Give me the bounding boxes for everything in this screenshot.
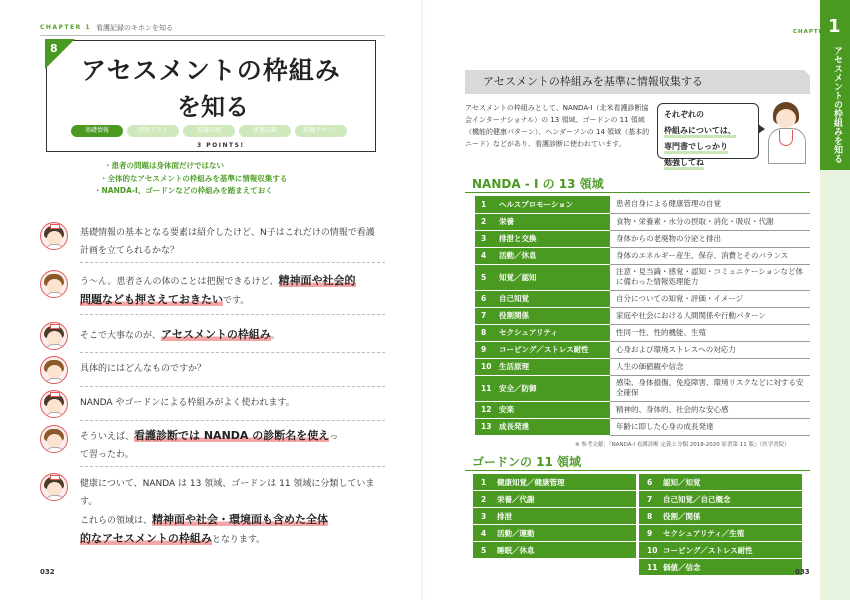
nanda-row — [475, 213, 810, 230]
nanda-description: 患者自身による健康管理の自覚 — [610, 196, 810, 213]
gordon-heading: ゴードンの 11 領域 — [472, 455, 582, 469]
nanda-number: 13 — [475, 418, 495, 435]
page-title-line1: アセスメントの枠組み — [81, 56, 341, 85]
nanda-domain: 知覚／認知 — [495, 264, 610, 290]
gordon-domain: 価値／信念 — [663, 562, 701, 572]
tab-progress-record: 経過記録 — [239, 125, 291, 137]
nanda-description: 身体からの老廃物の分泌と排出 — [610, 230, 810, 247]
dialog-text: そういえば、 — [80, 432, 135, 442]
nanda-number: 2 — [475, 213, 495, 230]
dialog-text: これらの領域は、 — [80, 516, 153, 526]
gordon-number: 3 — [481, 511, 487, 521]
teacher-avatar-icon — [40, 473, 68, 501]
nanda-number: 7 — [475, 307, 495, 324]
dialog-emphasis: 精神面や社会・環境面も含めた全体 — [152, 513, 329, 526]
nanda-number: 6 — [475, 290, 495, 307]
nanda-description: 身体のエネルギー産生、保存、消費とそのバランス — [610, 247, 810, 264]
gordon-item — [473, 525, 636, 542]
nanda-row — [475, 358, 810, 375]
nanda-domain: 栄養 — [495, 213, 610, 230]
nanda-domain: 活動／休息 — [495, 247, 610, 264]
dialog-text: っ — [329, 432, 339, 442]
bubble-line: 勉強してね — [664, 158, 704, 170]
gordon-number: 2 — [481, 494, 487, 504]
gordon-domain: 役割／関係 — [663, 511, 701, 521]
gordon-number: 11 — [647, 562, 658, 572]
gordon-number: 7 — [647, 494, 653, 504]
divider — [80, 314, 385, 315]
gordon-domain: コーピング／ストレス耐性 — [663, 545, 753, 555]
chapter-label: CHAPTER 1 — [40, 24, 92, 31]
gordon-item — [473, 474, 636, 491]
dialog-teacher-2 — [40, 322, 386, 352]
nanda-domain: 自己知覚 — [495, 290, 610, 307]
tab-summary: 看護サマリー — [295, 125, 347, 137]
dialog-text: です。 — [223, 296, 250, 306]
page-number-right: 033 — [795, 568, 810, 576]
gordon-heading-rule — [465, 470, 810, 471]
gordon-number: 5 — [481, 545, 487, 555]
student-avatar-icon — [40, 270, 68, 298]
dialog-text: 。 — [270, 331, 280, 341]
dialog-teacher-4 — [40, 473, 386, 545]
gordon-number: 6 — [647, 477, 653, 487]
page-title-line2: を知る — [177, 93, 249, 121]
record-type-tabs — [71, 125, 347, 137]
gordon-domain: 栄養／代謝 — [497, 494, 535, 504]
dialog-line: て習ったわ。 — [80, 450, 134, 460]
section-heading-corner — [804, 70, 816, 82]
divider — [80, 386, 385, 387]
dialog-line: 計画を立てられるかな？ — [80, 246, 180, 256]
nanda-domain: 役割関係 — [495, 307, 610, 324]
nanda-row — [475, 307, 810, 324]
gordon-item — [639, 542, 802, 559]
nanda-row — [475, 290, 810, 307]
dialog-teacher-3 — [40, 390, 386, 420]
page-number-left: 032 — [40, 568, 55, 576]
nanda-domain: コーピング／ストレス耐性 — [495, 341, 610, 358]
dialog-line: 基礎情報の基本となる要素は紹介したけど、N子はこれだけの情報で看護 — [80, 228, 375, 238]
bubble-line: それぞれの — [664, 110, 704, 119]
chapter-tab-text: アセスメントの枠組みを知る — [832, 46, 842, 163]
divider — [80, 352, 385, 353]
dialog-text: う〜ん。患者さんの体のことは把握できるけど、 — [80, 277, 279, 287]
nanda-row — [475, 196, 810, 213]
bubble-line: 枠組みについては、 — [664, 126, 736, 138]
nanda-description: 感染、身体損傷、免疫障害、環境リスクなどに対する安全確保 — [610, 375, 810, 401]
section-number: 8 — [50, 42, 58, 55]
teacher-avatar-icon — [40, 390, 68, 418]
gordon-number: 9 — [647, 528, 653, 538]
dialog-emphasis: 問題なども押さえておきたい — [80, 293, 223, 306]
gordon-column-left — [473, 474, 636, 559]
nanda-number: 5 — [475, 264, 495, 290]
dialog-emphasis: 精神面や社会的 — [278, 274, 356, 287]
gordon-domain: 睡眠／休息 — [497, 545, 535, 555]
nanda-number: 8 — [475, 324, 495, 341]
nanda-heading: NANDA - I の 13 領域 — [472, 177, 604, 191]
teacher-avatar-icon — [40, 322, 68, 350]
nanda-domain: セクシュアリティ — [495, 324, 610, 341]
nanda-row — [475, 375, 810, 401]
dialog-student-2 — [40, 356, 386, 386]
gordon-domain: 排泄 — [497, 511, 512, 521]
nanda-description: 年齢に即した心身の成長発達 — [610, 418, 810, 435]
tab-problem-list: 問題リスト — [127, 125, 179, 137]
nanda-domain: 成長発達 — [495, 418, 610, 435]
gordon-domain: セクシュアリティ／生殖 — [663, 528, 745, 538]
bubble-line: 専門書でしっかり — [664, 142, 728, 154]
nanda-row — [475, 230, 810, 247]
nanda-number: 1 — [475, 196, 495, 213]
dialog-teacher-1 — [40, 222, 386, 262]
points-label: 3 POINTS! — [197, 142, 245, 149]
dialog-student-1 — [40, 270, 386, 314]
nanda-domain: ヘルスプロモーション — [495, 196, 610, 213]
tab-basic-info: 基礎情報 — [71, 125, 123, 137]
gordon-item — [639, 474, 802, 491]
dialog-emphasis: アセスメントの枠組み — [161, 328, 271, 341]
key-point: ・ 全体的なアセスメントの枠組みを基準に情報収集する — [100, 173, 287, 186]
divider — [80, 420, 385, 421]
right-page — [425, 0, 850, 600]
nanda-number: 11 — [475, 375, 495, 401]
key-points — [101, 160, 288, 198]
gordon-item — [473, 542, 636, 559]
nanda-domain: 安全／防御 — [495, 375, 610, 401]
dialog-line: 具体的にはどんなものですか？ — [80, 364, 207, 374]
gordon-item — [473, 508, 636, 525]
nanda-table — [475, 196, 810, 436]
gordon-column-right — [639, 474, 802, 576]
reference-note: ※ 参考文献：『NANDA-I 看護診断 定義と分類 2018-2020 原書第 11 版』（医学書院） — [575, 442, 790, 448]
gordon-number: 4 — [481, 528, 487, 538]
nanda-heading-rule — [465, 192, 810, 193]
divider — [80, 262, 385, 263]
gordon-item — [639, 508, 802, 525]
dialog-line: 健康について、NANDA は 13 領域、ゴードンは 11 領域に分類しています。 — [80, 479, 375, 507]
gordon-number: 1 — [481, 477, 487, 487]
gordon-number: 10 — [647, 545, 658, 555]
intro-paragraph: アセスメントの枠組みとして、NANDA-I（北米看護診断協会インターナショナル）の 13 領域、ゴードンの 11 領域（機能的健康パターン）、ヘンダーソンの 14 領域（基本的ニード）などがあり、看護診断に使われています。 — [465, 104, 650, 148]
dialog-text: そこで大事なのが、 — [80, 331, 162, 341]
gordon-item — [639, 491, 802, 508]
nanda-domain: 安楽 — [495, 401, 610, 418]
gordon-item — [639, 559, 802, 576]
header-rule — [40, 35, 385, 36]
dialog-line: NANDA やゴードンによる枠組みがよく使われます。 — [80, 398, 295, 408]
dialog-text: となります。 — [211, 535, 266, 545]
section-heading: アセスメントの枠組みを基準に情報収集する — [465, 70, 810, 94]
chapter-title: 看護記録のキホンを知る — [96, 24, 173, 32]
nanda-description: 家庭や社会における人間関係や行動パターン — [610, 307, 810, 324]
chapter-tab-label: CHAPTER — [793, 29, 829, 35]
nanda-number: 3 — [475, 230, 495, 247]
key-point: ・ 患者の問題は身体面だけではない — [104, 160, 287, 173]
nanda-description: 自分についての知覚・評価・イメージ — [610, 290, 810, 307]
dialog-student-3 — [40, 425, 386, 465]
gordon-domain: 認知／知覚 — [663, 477, 701, 487]
gordon-domain: 活動／運動 — [497, 528, 535, 538]
nurse-illustration-icon — [765, 100, 809, 164]
dialog-emphasis: 看護診断では NANDA の診断名を使え — [134, 429, 330, 442]
gordon-domain: 自己知覚／自己概念 — [663, 494, 731, 504]
nanda-row — [475, 264, 810, 290]
nanda-row — [475, 324, 810, 341]
nanda-number: 4 — [475, 247, 495, 264]
gordon-number: 8 — [647, 511, 653, 521]
nanda-row — [475, 341, 810, 358]
nanda-number: 10 — [475, 358, 495, 375]
gordon-domain: 健康知覚／健康管理 — [497, 477, 565, 487]
nanda-description: 注意・見当識・感覚・認知・コミュニケーションなど体に備わった情報処理能力 — [610, 264, 810, 290]
gordon-item — [639, 525, 802, 542]
nanda-description: 精神的、身体的、社会的な安心感 — [610, 401, 810, 418]
nanda-description: 性同一性、性的機能、生殖 — [610, 324, 810, 341]
nanda-domain: 排泄と交換 — [495, 230, 610, 247]
key-point: ・ NANDA-I、ゴードンなどの枠組みを踏まえておく — [94, 185, 287, 198]
student-avatar-icon — [40, 356, 68, 384]
student-avatar-icon — [40, 425, 68, 453]
speech-bubble — [657, 103, 759, 167]
nanda-description: 人生の価値観や信念 — [610, 358, 810, 375]
nanda-number: 12 — [475, 401, 495, 418]
nanda-row — [475, 247, 810, 264]
tab-care-plan: 看護計画 — [183, 125, 235, 137]
nanda-description: 心身および環境ストレスへの対応力 — [610, 341, 810, 358]
dialog-emphasis: 的なアセスメントの枠組み — [80, 532, 212, 545]
nanda-description: 食物・栄養素・水分の摂取・消化・吸収・代謝 — [610, 213, 810, 230]
nanda-domain: 生活原理 — [495, 358, 610, 375]
divider — [80, 466, 385, 467]
title-box — [46, 40, 376, 152]
nanda-row — [475, 418, 810, 435]
nanda-number: 9 — [475, 341, 495, 358]
nanda-row — [475, 401, 810, 418]
chapter-tab-number: 1 — [828, 16, 841, 37]
teacher-avatar-icon — [40, 222, 68, 250]
gordon-item — [473, 491, 636, 508]
